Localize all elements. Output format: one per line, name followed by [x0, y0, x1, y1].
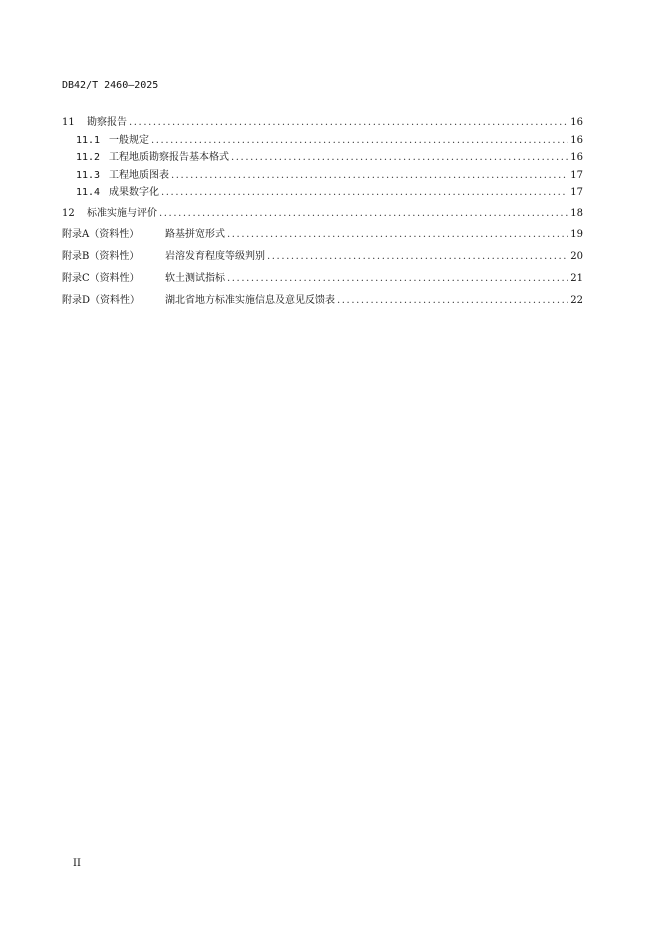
toc-page-number: 20	[570, 251, 583, 262]
toc-title: 标准实施与评价	[87, 208, 157, 219]
document-id-header: DB42/T 2460—2025	[62, 80, 159, 91]
toc-number: 11.3	[76, 169, 101, 181]
toc-entry-12[interactable]	[62, 204, 583, 222]
toc-entry-appendix-d[interactable]	[62, 291, 583, 313]
toc-leader-dots	[231, 152, 568, 163]
toc-leader-dots	[161, 187, 568, 198]
toc-entry-appendix-c[interactable]	[62, 269, 583, 291]
toc-title: 成果数字化	[109, 187, 159, 198]
toc-page-number: 17	[570, 187, 583, 198]
toc-entry-11-4[interactable]	[62, 183, 583, 201]
toc-leader-dots	[227, 273, 568, 284]
toc-appendix-label: 附录B（资料性）	[62, 251, 140, 262]
toc-entry-appendix-a[interactable]	[62, 225, 583, 247]
toc-title: 岩溶发育程度等级判别	[165, 251, 265, 262]
toc-entry-11[interactable]	[62, 113, 583, 131]
toc-title: 工程地质图表	[109, 169, 169, 181]
toc-appendix-label: 附录C（资料性）	[62, 273, 140, 284]
toc-number: 11	[62, 117, 75, 128]
toc-leader-dots	[171, 170, 568, 181]
toc-appendix-label: 附录A（资料性）	[62, 229, 140, 240]
toc-entry-11-3[interactable]	[62, 166, 583, 184]
toc-leader-dots	[267, 251, 568, 262]
toc-page-number: 16	[570, 152, 583, 163]
toc-title: 一般规定	[109, 134, 149, 146]
toc-number: 11.4	[76, 187, 101, 198]
toc-entry-appendix-b[interactable]	[62, 247, 583, 269]
toc-title: 湖北省地方标准实施信息及意见反馈表	[165, 295, 335, 306]
toc-page-number: 17	[570, 169, 583, 181]
toc-leader-dots	[337, 295, 568, 306]
toc-entry-11-2[interactable]	[62, 148, 583, 166]
toc-leader-dots	[129, 117, 568, 128]
toc-appendix-label: 附录D（资料性）	[62, 295, 141, 306]
toc-leader-dots	[159, 208, 568, 219]
page-number-footer: II	[73, 858, 81, 869]
toc-title: 勘察报告	[87, 117, 127, 128]
toc-number: 12	[62, 208, 75, 219]
toc-page-number: 16	[570, 134, 583, 146]
toc-title: 软土测试指标	[165, 273, 225, 284]
toc-title: 工程地质勘察报告基本格式	[109, 152, 229, 163]
toc-page-number: 21	[570, 273, 583, 284]
toc-page-number: 18	[570, 208, 583, 219]
toc-title: 路基拼宽形式	[165, 229, 225, 240]
toc-entry-11-1[interactable]	[62, 131, 583, 149]
toc-number: 11.1	[76, 134, 101, 146]
toc-page-number: 19	[570, 229, 583, 240]
toc-leader-dots	[227, 229, 568, 240]
table-of-contents	[62, 113, 583, 313]
toc-leader-dots	[151, 135, 568, 146]
toc-page-number: 22	[570, 295, 583, 306]
toc-page-number: 16	[570, 117, 583, 128]
toc-number: 11.2	[76, 152, 101, 163]
